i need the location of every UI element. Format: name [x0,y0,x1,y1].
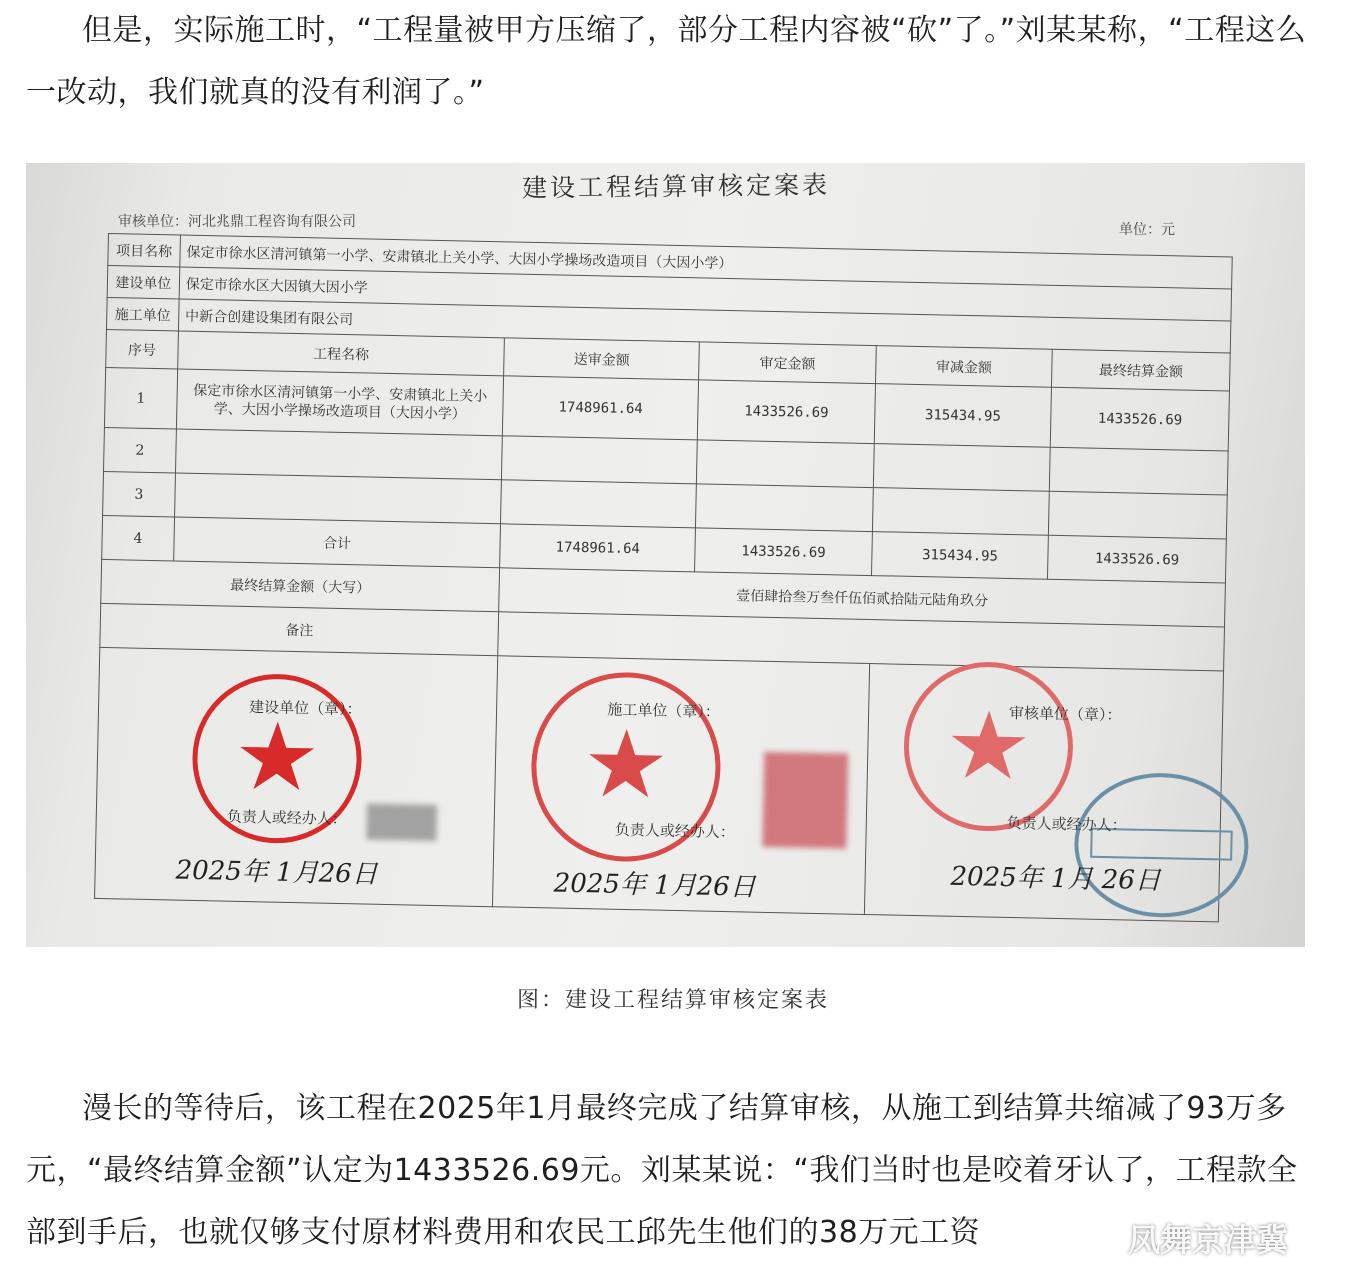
remarks-label: 备注 [100,603,499,655]
row-project-name: 保定市徐水区清河镇第一小学、安肃镇北上关小学、大因小学操场改造项目（大因小学） [176,369,504,436]
row-number: 3 [103,471,176,516]
signature-row [95,647,1224,921]
header-cell: 审定金额 [699,342,876,384]
contractor-date: 2025年 1月26日 [553,868,757,903]
row-final [1049,491,1228,539]
row-project-name [174,473,501,524]
info-label: 施工单位 [106,297,178,330]
info-value: 保定市徐水区清河镇第一小学、安肃镇北上关小学、大因小学操场改造项目（大因小学） [180,235,1233,289]
info-value: 中新合创建设集团有限公司 [178,299,1231,353]
article-paragraph-1-text: 但是，实际施工时，“工程量被甲方压缩了，部分工程内容被“砍”了。”刘某某称，“工程这么一改动，我们就真的没有利润了。” [26,13,1307,110]
info-label: 建设单位 [107,266,179,299]
row-approved: 1433526.69 [695,528,872,576]
article-paragraph-2 [26,1078,1316,1264]
row-number: 2 [104,427,177,472]
reviewer-unit [118,211,356,231]
row-approved [697,440,874,488]
redacted-signature [366,804,437,841]
settlement-table [94,233,1233,922]
article-paragraph-1 [26,0,1316,124]
row-final [1050,447,1229,495]
row-approved [696,484,873,532]
currency-unit: 单位：元 [1119,222,1175,238]
figure-caption: 图：建设工程结算审核定案表 [516,988,829,1013]
row-project-name [175,429,502,480]
row-project-name: 合计 [173,517,500,568]
engineer-seal [1070,768,1253,922]
reviewer-date: 2025年 1月 26日 [950,861,1162,897]
signature-cell-reviewer [864,664,1223,922]
row-submitted: 1748961.64 [503,376,699,440]
final-caps-value: 壹佰肆拾叁万叁仟伍佰贰拾陆元陆角玖分 [499,568,1226,627]
reviewer-label: 审核单位： [118,214,188,230]
contractor-unit-label: 施工单位（章）： [607,700,721,721]
row-number: 4 [102,515,175,560]
builder-date: 2025年 1月26日 [175,855,378,890]
article-paragraph-2-text: 漫长的等待后，该工程在2025年1月最终完成了结算审核，从施工到结算共缩减了93万多元，“最终结算金额”认定为1433526.69元。刘某某说：“我们当时也是咬着牙认了，工程款全部到手后，也就仅够支付原材料费用和农民工邱先生他们的38万元工资 [26,1091,1298,1250]
watermark: 凤舞京津冀 [1128,1221,1289,1259]
row-reduced: 315434.95 [871,532,1048,580]
header-cell: 工程名称 [178,331,505,376]
header-cell: 最终结算金额 [1052,349,1230,391]
row-submitted [502,436,698,484]
info-label: 项目名称 [108,234,180,267]
redacted-signature [763,752,849,849]
builder-person-label: 负责人或经办人： [226,807,347,829]
header-cell: 送审金额 [504,338,700,380]
form-title: 建设工程结算审核定案表 [521,170,831,203]
reviewer-unit-label: 审核单位（章）： [1008,703,1122,725]
row-number: 1 [104,367,177,428]
final-caps-label: 最终结算金额（大写） [101,559,500,611]
header-cell: 序号 [106,329,179,368]
reviewer-person-label: 负责人或经办人： [1006,813,1127,835]
row-submitted [501,480,697,528]
reviewer-value: 河北兆鼎工程咨询有限公司 [188,214,356,230]
row-reduced [872,488,1049,536]
row-final: 1433526.69 [1048,535,1227,583]
document-photo [26,163,1305,947]
signature-cell-contractor [493,656,870,915]
signature-cell-builder [95,647,498,906]
row-reduced [873,444,1050,492]
row-final: 1433526.69 [1051,387,1230,451]
builder-unit-label: 建设单位（章）： [248,698,362,719]
reviewer-seal [896,655,1080,839]
info-value: 保定市徐水区大因镇大因小学 [179,267,1232,321]
settlement-form [26,163,1305,947]
contractor-person-label: 负责人或经办人： [614,820,736,842]
row-submitted: 1748961.64 [500,524,696,572]
row-approved: 1433526.69 [698,380,876,444]
header-cell: 审减金额 [875,346,1052,388]
row-reduced: 315434.95 [874,384,1052,448]
